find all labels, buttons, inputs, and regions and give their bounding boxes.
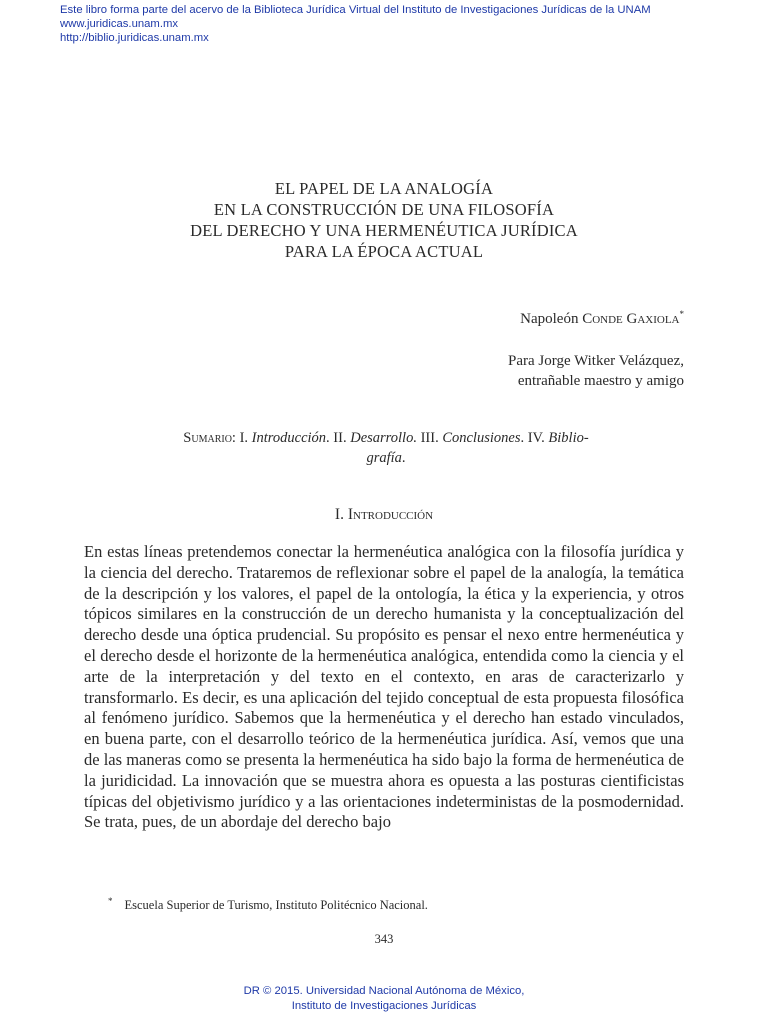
- body-paragraph: En estas líneas pretendemos conectar la hermenéutica analógica con la filosofía jurídica y la ciencia del derecho. Trataremos de reflexionar sobre el papel de la analogía, la temática de la descripción y los valores, el papel de la ontología, la ética y la experiencia, y otros tópicos similares en la construcción de un derecho humanista y la conceptualización del derecho desde una óptica prudencial. Su propósito es pensar el nexo entre hermenéutica y el derecho desde el horizonte de la hermenéutica analógica, entendida como la ciencia y el arte de la interpretación y del texto en el contexto, en aras de caracterizarlo y transformarlo. Es decir, es una aplicación del tejido conceptual de esta propuesta filosófica al fenómeno jurídico. Sabemos que la hermenéutica y el derecho han estado vinculados, en buena parte, con el desarrollo teórico de la hermenéutica jurídica. Así, vemos que una de las maneras como se presenta la hermenéutica ha sido bajo la forma de hermenéutica de la juridicidad. La innovación que se muestra ahora es opuesta a las posturas cientificistas típicas del objetivismo jurídico y a las orientaciones indeterministas de la posmodernidad. Se trata, pues, de un abordaje del derecho bajo: [84, 542, 684, 832]
- summary-item-conclusiones: Conclusiones: [442, 430, 521, 446]
- section-number: I.: [334, 506, 344, 523]
- copyright-line: DR © 2015. Universidad Nacional Autónoma de México,: [243, 985, 525, 997]
- summary-number: III.: [420, 430, 439, 446]
- title-line: EN LA CONSTRUCCIÓN DE UNA FILOSOFÍA: [213, 200, 555, 219]
- library-notice: [60, 3, 651, 45]
- dedication-line: entrañable maestro y amigo: [517, 373, 684, 389]
- summary-item-desarrollo: Desarrollo.: [350, 430, 417, 446]
- dedication: [508, 351, 684, 391]
- summary-number: I.: [239, 430, 249, 446]
- author-name: [520, 304, 684, 329]
- section-title: Introducción: [347, 506, 434, 523]
- copyright-notice: [0, 984, 768, 1014]
- chapter-title: [84, 178, 684, 262]
- author-footnote-mark[interactable]: *: [679, 309, 684, 319]
- title-line: EL PAPEL DE LA ANALOGÍA: [274, 179, 494, 198]
- title-line: DEL DERECHO Y UNA HERMENÉUTICA JURÍDICA: [190, 221, 578, 240]
- page-number: 343: [374, 932, 394, 946]
- summary-label: Sumario:: [183, 430, 236, 446]
- biblio-link[interactable]: http://biblio.juridicas.unam.mx: [60, 32, 209, 44]
- summary: [150, 428, 622, 468]
- summary-number: . IV.: [520, 430, 545, 446]
- summary-item-bibliografia-part2: grafía: [366, 450, 402, 466]
- summary-end: .: [401, 450, 406, 466]
- title-line: PARA LA ÉPOCA ACTUAL: [284, 242, 484, 261]
- footnote: [108, 892, 428, 914]
- juridicas-link[interactable]: www.juridicas.unam.mx: [60, 18, 179, 30]
- author-last-name: Conde Gaxiola: [582, 311, 680, 327]
- summary-item-introduccion: Introducción: [251, 430, 327, 446]
- dedication-line: Para Jorge Witker Velázquez,: [507, 353, 684, 369]
- summary-number: . II.: [326, 430, 347, 446]
- footnote-text: Escuela Superior de Turismo, Instituto Politécnico Nacional.: [124, 898, 428, 912]
- summary-line: [150, 428, 622, 448]
- section-heading: [84, 505, 684, 525]
- footnote-mark: *: [108, 896, 113, 906]
- summary-item-bibliografia-part1: Biblio-: [548, 430, 589, 446]
- author-first-name: Napoleón: [520, 311, 579, 327]
- copyright-line: Instituto de Investigaciones Jurídicas: [291, 1000, 477, 1012]
- library-notice-text: Este libro forma parte del acervo de la Biblioteca Jurídica Virtual del Instituto de Investigaciones Jurídicas de la UNAM: [60, 4, 651, 16]
- summary-line: [150, 448, 622, 468]
